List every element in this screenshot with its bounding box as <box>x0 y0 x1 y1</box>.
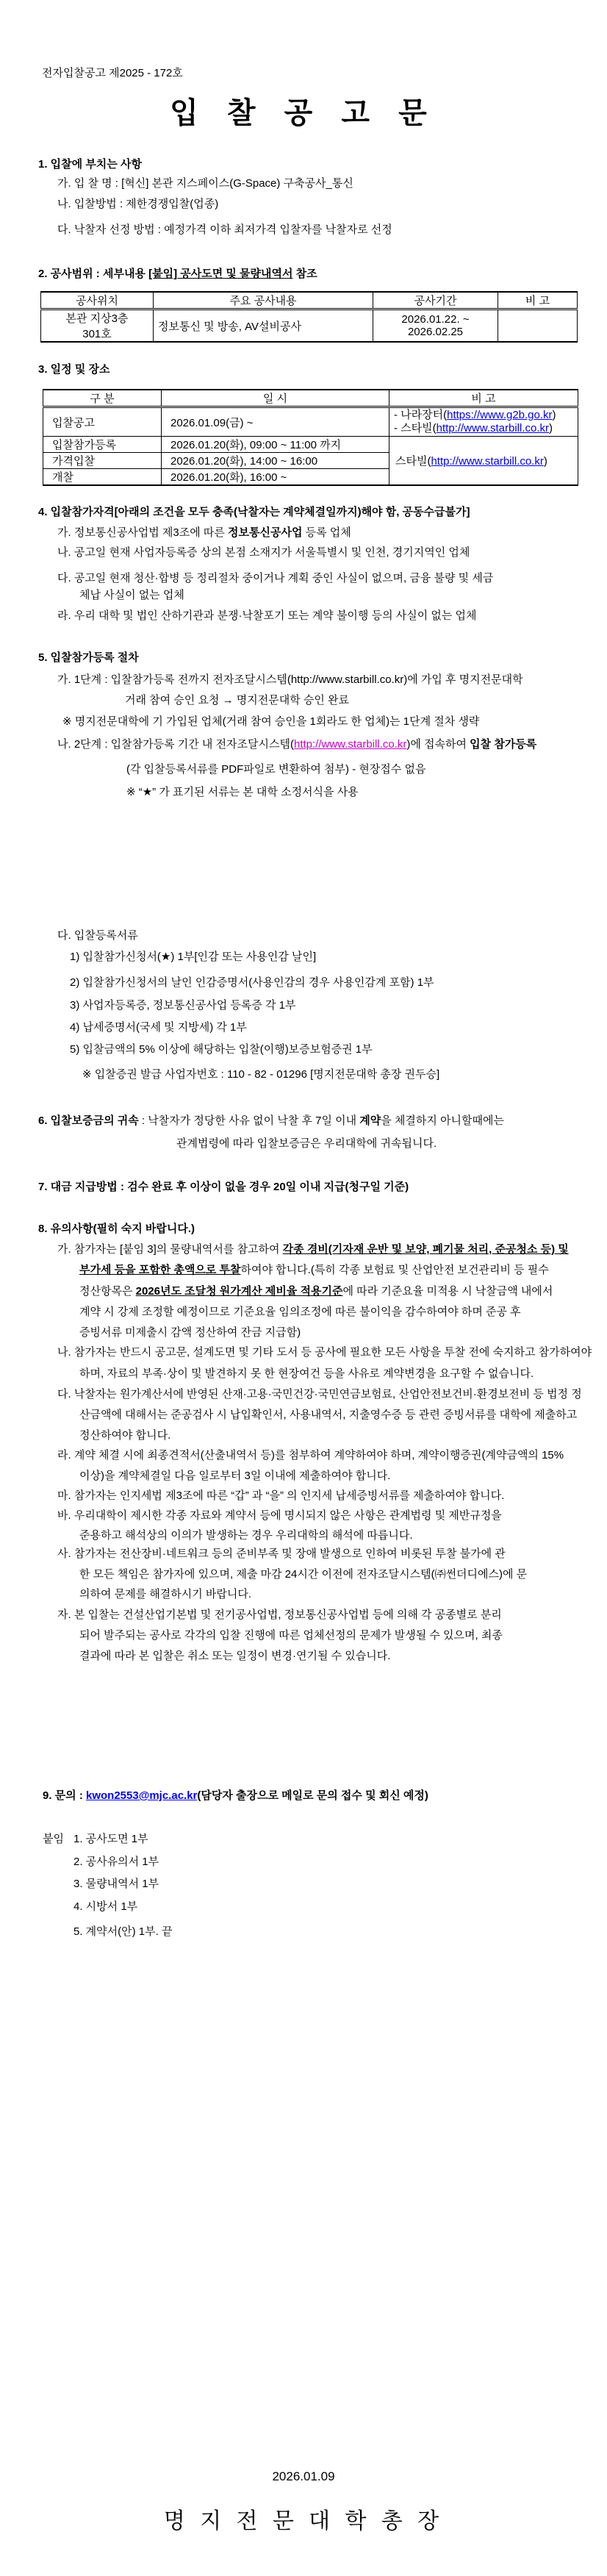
notice-ba-line2: 준용하고 해석상의 이의가 발생하는 경우 우리대학의 해석에 따릅니다. <box>79 1529 413 1542</box>
section-6-heading: 6. 입찰보증금의 귀속 <box>38 1115 139 1127</box>
text-run-bold: 정보통신공사업 <box>228 526 303 539</box>
doc-note-business-number: ※ 입찰증권 발급 사업자번호 : 110 - 82 - 01296 [명지전문대학 총장 권두승] <box>82 1068 440 1081</box>
note-suffix: ) <box>552 409 556 421</box>
work-content-cell: 정보통신 및 방송, AV설비공사 <box>154 310 373 343</box>
section-2-prefix: 2. 공사범위 : 세부내용 <box>38 268 149 280</box>
attachment-item-1: 1. 공사도면 1부 <box>73 1833 148 1845</box>
schedule-label-registration: 입찰참가등록 <box>43 437 162 453</box>
text-run: 가. 정보통신공사업법 제3조에 따른 <box>57 526 229 539</box>
contact-note: (담당자 출장으로 메일로 문의 접수 및 회신 예정) <box>197 1789 428 1802</box>
table-row <box>41 310 578 343</box>
notice-ja-line1: 자. 본 입찰는 건설산업기본법 및 전기공사업법, 정보통신공사업법 등에 의해 각 공종별로 분리 <box>57 1609 502 1621</box>
work-period-line2: 2026.02.25 <box>407 326 464 338</box>
notice-na-line1: 나. 참가자는 반드시 공고문, 설계도면 및 기타 도서 등 공사에 필요한 모든 사항을 투찰 전에 숙지하고 참가하여야 <box>57 1346 592 1359</box>
schedule-datetime-registration: 2026.01.20(화), 09:00 ~ 11:00 까지 <box>162 437 389 453</box>
text-run: 가. 참가자는 [붙임 3]의 물량내역서를 참고하여 <box>57 1243 283 1256</box>
step1-line1: 가. 1단계 : 입찰참가등록 전까지 전자조달시스템(http://www.starbill.co.kr)에 가입 후 명지전문대학 <box>57 673 523 686</box>
notice-ja-line3: 결과에 따라 본 입찰은 취소 또는 일정이 변경·연기될 수 있습니다. <box>79 1650 391 1662</box>
notice-sa-line3: 의하여 문제를 해결하시기 바랍니다. <box>79 1588 252 1600</box>
work-period-line1: 2026.01.22. ~ <box>401 313 470 326</box>
bid-schedule-table <box>43 389 578 486</box>
notice-na-line2: 하며, 자료의 부족·상이 및 발견하지 못 한 현장여건 등을 사유로 계약변경을 요구할 수 없습니다. <box>79 1367 534 1380</box>
award-method-line: 다. 낙찰자 선정 방법 : 예정가격 이하 최저가격 입찰자를 낙찰자로 선정 <box>57 223 392 236</box>
notice-ba-line1: 바. 우리대학이 제시한 각종 자료와 계약서 등에 명시되지 않은 사항은 관계법령 및 제반규정을 <box>57 1509 502 1522</box>
schedule-label-bid-notice: 입찰공고 <box>43 407 162 437</box>
col-header-note: 비 고 <box>498 292 578 310</box>
attachment-item-2: 2. 공사유의서 1부 <box>73 1856 159 1868</box>
registration-docs-heading: 다. 입찰등록서류 <box>57 929 138 942</box>
text-run: 등록 업체 <box>302 526 351 539</box>
email-link[interactable]: kwon2553@mjc.ac.kr <box>86 1789 198 1802</box>
doc-item-2: 2) 입찰참가신청서의 날인 인감증명서(사용인감의 경우 사용인감계 포함) 1부 <box>70 976 434 989</box>
section-2-heading <box>38 263 317 285</box>
note-suffix: ) <box>543 455 547 468</box>
notice-ma: 마. 참가자는 인지세법 제3조에 따른 “갑” 과 “을” 의 인지세 납세증빙서류를 제출하여야 합니다. <box>57 1489 505 1502</box>
page-title: 입 찰 공 고 문 <box>170 97 437 129</box>
col-header-category: 구 분 <box>43 390 162 407</box>
link-starbill[interactable]: http://www.starbill.co.kr <box>436 422 550 434</box>
doc-item-3: 3) 사업자등록증, 정보통신공사업 등록증 각 1부 <box>70 999 296 1012</box>
section-8-heading: 8. 유의사항(필히 숙지 바랍니다.) <box>38 1223 195 1235</box>
col-header-datetime: 일 시 <box>162 390 389 407</box>
text-run-bold-underline: 부가세 등을 포함한 총액으로 투찰 <box>79 1264 241 1276</box>
notice-ga-line1 <box>57 1239 569 1261</box>
notice-ga-line3 <box>79 1281 553 1303</box>
note-line-starbill <box>394 422 573 435</box>
step2-line1 <box>57 734 536 756</box>
doc-item-5: 5) 입찰금액의 5% 이상에 해당하는 입찰(이행)보증보험증권 1부 <box>70 1043 373 1056</box>
notice-da-line3: 정산하여야 합니다. <box>79 1429 171 1442</box>
attachment-item-4: 4. 시방서 1부 <box>73 1900 138 1913</box>
text-run: 을 체결하지 아니할때에는 <box>381 1115 505 1127</box>
notice-sa-line2: 한 모든 책임은 참가자에 있으며, 제출 마감 24시간 이전에 전자조달시스템(㈜썬더디에스)에 문 <box>79 1568 528 1581</box>
col-header-content: 주요 공사내용 <box>154 292 373 310</box>
work-location-cell <box>41 310 154 343</box>
section-2-underlined: [붙임] 공사도면 및 물량내역서 <box>148 268 293 280</box>
qualification-na: 나. 공고일 현재 사업자등록증 상의 본점 소재지가 서울특별시 및 인천, 경기지역인 업체 <box>57 546 470 559</box>
schedule-datetime-opening: 2026.01.20(화), 16:00 ~ <box>162 469 389 486</box>
text-run: 하여야 합니다.(특히 각종 보험료 및 산업안전 보건관리비 등 필수 <box>240 1264 549 1276</box>
bid-name-line: 가. 입 찰 명 : [혁신] 본관 지스페이스(G-Space) 구축공사_통신 <box>57 177 353 190</box>
text-run: 에 따라 기준요율 미적용 시 낙찰금액 내에서 <box>342 1285 553 1298</box>
work-scope-table <box>40 291 578 343</box>
qualification-ga <box>57 522 351 544</box>
qualification-ra: 라. 우리 대학 및 법인 산하기관과 분쟁·낙찰포기 또는 계약 불이행 등의 사실이 없는 업체 <box>57 609 477 622</box>
table-header-row <box>41 292 578 310</box>
text-run: : 낙찰자가 정당한 사유 없이 낙찰 후 7일 이내 <box>138 1115 360 1127</box>
notice-da-line1: 다. 낙찰자는 원가계산서에 반영된 산재·고용·국민건강·국민연금보험료, 산업안전보건비·환경보전비 등 법정 정 <box>57 1388 582 1400</box>
schedule-note-shared <box>389 437 578 486</box>
doc-item-1: 1) 입찰참가신청서(★) 1부[인감 또는 사용인감 날인] <box>70 951 317 963</box>
section-6-line1 <box>38 1110 504 1132</box>
col-header-period: 공사기간 <box>373 292 498 310</box>
notice-da-line2: 산금액에 대해서는 준공검사 시 납입확인서, 사용내역서, 지출영수증 등 관련 증빙서류를 대학에 제출하고 <box>79 1409 578 1421</box>
note-suffix: ) <box>549 422 553 434</box>
qualification-da-line2: 체납 사실이 없는 업체 <box>79 589 184 601</box>
work-note-cell <box>498 310 578 343</box>
text-run: 나. 2단계 : 입찰참가등록 기간 내 전자조달시스템( <box>57 738 294 751</box>
section-9-contact <box>43 1785 428 1807</box>
attachment-item-3: 3. 물량내역서 1부 <box>73 1878 159 1890</box>
work-location-line2: 301호 <box>82 328 112 340</box>
step2-note: ※ “★” 가 표기된 서류는 본 대학 소정서식을 사용 <box>126 786 359 798</box>
section-7-heading: 7. 대금 지급방법 : 검수 완료 후 이상이 없을 경우 20일 이내 지급(청구일 기준) <box>38 1181 409 1193</box>
section-6-line2: 관계법령에 따라 입찰보증금은 우리대학에 귀속됩니다. <box>176 1137 437 1150</box>
section-2-suffix: 참조 <box>292 268 317 280</box>
attachment-item-5: 5. 계약서(안) 1부. 끝 <box>73 1925 173 1938</box>
schedule-datetime-bid-notice: 2026.01.09(금) ~ <box>162 407 389 437</box>
section-5-heading: 5. 입찰참가등록 절차 <box>38 651 139 664</box>
schedule-label-opening: 개찰 <box>43 469 162 486</box>
signature: 명 지 전 문 대 학 총 장 <box>163 2509 444 2533</box>
note-prefix: 스타빌( <box>395 455 431 468</box>
table-header-row <box>43 390 578 407</box>
col-header-note: 비 고 <box>389 390 578 407</box>
text-run-bold-underline: 각종 경비(기자재 운반 및 보양, 폐기물 처리, 준공청소 등) 및 <box>282 1243 569 1256</box>
notice-sa-line1: 사. 참가자는 전산장비·네트워크 등의 준비부족 및 장애 발생으로 인하여 비롯된 투찰 불가에 관 <box>57 1548 506 1560</box>
text-run: )에 접속하여 <box>406 738 470 751</box>
section-1-heading: 1. 입찰에 부치는 사항 <box>38 158 142 171</box>
link-g2b[interactable]: https://www.g2b.go.kr <box>447 409 553 421</box>
step1-line2: 거래 참여 승인 요청 → 명지전문대학 승인 완료 <box>125 694 349 706</box>
doc-item-4: 4) 납세증명서(국세 및 지방세) 각 1부 <box>70 1021 247 1034</box>
work-location-line1: 본관 지상3층 <box>65 312 129 325</box>
work-period-cell <box>373 310 498 343</box>
bid-method-line: 나. 입찰방법 : 제한경쟁입찰(업종) <box>57 198 219 210</box>
notice-ga-line5: 증빙서류 미제출시 감액 정산하여 잔금 지급함) <box>79 1326 301 1339</box>
note-line-g2b <box>394 409 573 422</box>
table-row-bid-notice <box>43 407 578 437</box>
link-starbill[interactable]: http://www.starbill.co.kr <box>431 455 544 468</box>
notice-ra-line1: 라. 계약 체결 시에 최종견적서(산출내역서 등)를 첨부하여 계약하여야 하며, 계약이행증권(계약금액의 15% <box>57 1449 564 1461</box>
notice-ja-line2: 되어 발주되는 공사로 각각의 입찰 진행에 따른 업체선정의 문제가 발생될 수 있으며, 최종 <box>79 1629 503 1642</box>
schedule-label-price-bid: 가격입찰 <box>43 453 162 469</box>
table-row-registration <box>43 437 578 453</box>
schedule-datetime-price-bid: 2026.01.20(화), 14:00 ~ 16:00 <box>162 453 389 469</box>
qualification-da-line1: 다. 공고일 현재 청산·합병 등 정리절차 중이거나 계획 중인 사실이 없으며, 금융 불량 및 세금 <box>57 572 494 584</box>
notice-number: 전자입찰공고 제2025 - 172호 <box>42 67 183 79</box>
notice-ra-line2: 이상)을 계약체결일 다음 일로부터 3일 이내에 제출하여야 합니다. <box>79 1470 391 1482</box>
text-run: 정산항목은 <box>79 1285 136 1298</box>
col-header-location: 공사위치 <box>41 292 154 310</box>
note-prefix: - 나라장터( <box>394 409 448 421</box>
notice-ga-line2 <box>79 1259 549 1281</box>
text-run-bold-underline: 2026년도 조달청 원가계산 제비율 적용기준 <box>135 1285 343 1298</box>
note-prefix: - 스타빌( <box>394 422 437 434</box>
issue-date: 2026.01.09 <box>272 2469 335 2483</box>
section-4-heading: 4. 입찰참가자격[아래의 조건을 모두 충족(낙찰자는 계약체결일까지)해야 함, 공동수급불가] <box>38 506 470 518</box>
schedule-note-bid-notice <box>389 407 578 437</box>
text-run-bold: 계약 <box>359 1115 381 1127</box>
attachments-label: 붙임 <box>43 1833 64 1845</box>
step2-line2: (각 입찰등록서류를 PDF파일로 변환하여 첨부) - 현장접수 없음 <box>126 763 426 776</box>
contact-label: 9. 문의 : <box>43 1789 86 1802</box>
notice-ga-line4: 계약 시 강제 조정할 예정이므로 기준요율 임의조정에 따른 불이익을 감수하여야 하며 준공 후 <box>79 1306 521 1318</box>
step1-note: ※ 명지전문대학에 기 가입된 업체(거래 참여 승인을 1회라도 한 업체)는 1단계 절차 생략 <box>62 715 480 728</box>
text-run-bold: 입찰 참가등록 <box>470 738 537 751</box>
section-3-heading: 3. 일정 및 장소 <box>38 363 110 376</box>
link-starbill-visited[interactable]: http://www.starbill.co.kr <box>294 738 407 751</box>
